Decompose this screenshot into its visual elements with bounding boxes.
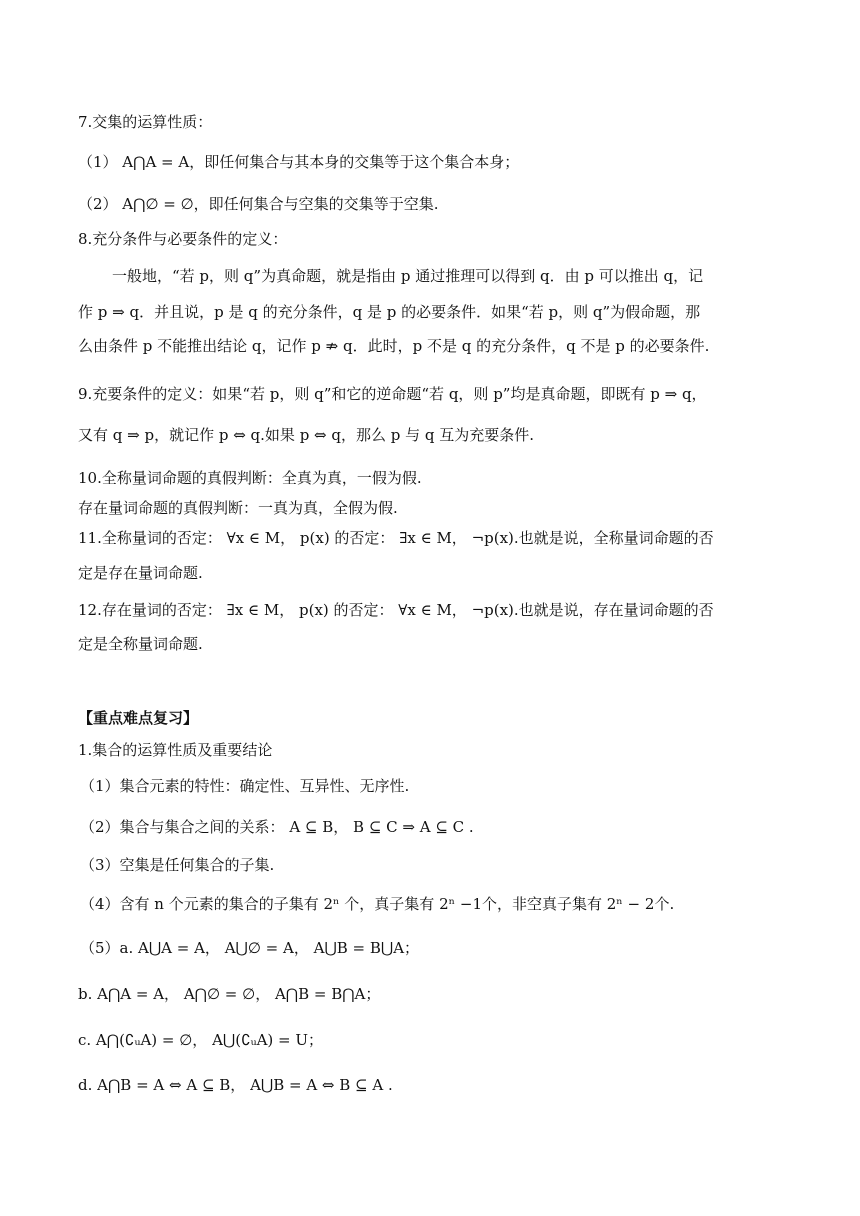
item-7-2: （2） A⋂∅ = ∅，即任何集合与空集的交集等于空集. xyxy=(78,195,439,213)
item-10-line-2: 存在量词命题的真假判断：一真为真，全假为假. xyxy=(78,499,398,517)
item-11-line-2: 定是存在量词命题. xyxy=(78,564,203,582)
review-item-1-3: （3）空集是任何集合的子集. xyxy=(80,856,275,874)
item-12-line-1: 12.存在量词的否定： ∃x ∈ M， p(x) 的否定： ∀x ∈ M， ¬p(x).也就是说，存在量词命题的否 xyxy=(78,601,714,619)
item-11-line-1: 11.全称量词的否定： ∀x ∈ M， p(x) 的否定： ∃x ∈ M， ¬p(x).也就是说，全称量词命题的否 xyxy=(78,529,714,547)
item-10-line-1: 10.全称量词命题的真假判断：全真为真，一假为假. xyxy=(78,469,422,487)
item-12-line-2: 定是全称量词命题. xyxy=(78,635,203,653)
item-8-line-1: 一般地，“若 p，则 q”为真命题，就是指由 p 通过推理可以得到 q．由 p 可以推出 q，记 xyxy=(112,267,704,285)
review-item-1-d: d. A⋂B = A ⇔ A ⊆ B， A⋃B = A ⇔ B ⊆ A . xyxy=(78,1076,393,1094)
item-8-title: 8.充分条件与必要条件的定义： xyxy=(78,230,288,248)
review-item-1-title: 1.集合的运算性质及重要结论 xyxy=(78,741,273,759)
review-heading: 【重点难点复习】 xyxy=(78,709,199,727)
item-9-line-1: 9.充要条件的定义：如果“若 p，则 q”和它的逆命题“若 q，则 p”均是真命题，即既有 p ⇒ q， xyxy=(78,385,707,403)
review-item-1-2: （2）集合与集合之间的关系： A ⊆ B， B ⊆ C ⇒ A ⊆ C . xyxy=(80,818,474,836)
review-item-1-1: （1）集合元素的特性：确定性、互异性、无序性. xyxy=(80,777,410,795)
item-9-line-2: 又有 q ⇒ p，就记作 p ⇔ q.如果 p ⇔ q，那么 p 与 q 互为充要条件. xyxy=(78,426,535,444)
review-item-1-4: （4）含有 n 个元素的集合的子集有 2ⁿ 个，真子集有 2ⁿ −1个，非空真子集有 2ⁿ − 2个. xyxy=(80,895,675,913)
item-8-line-2: 作 p ⇒ q．并且说，p 是 q 的充分条件，q 是 p 的必要条件．如果“若 p，则 q”为假命题，那 xyxy=(78,303,701,321)
item-7-1: （1） A⋂A = A，即任何集合与其本身的交集等于这个集合本身； xyxy=(78,153,520,171)
item-8-line-3: 么由条件 p 不能推出结论 q，记作 p ⇏ q．此时，p 不是 q 的充分条件，q 不是 p 的必要条件. xyxy=(78,337,710,355)
review-item-1-b: b. A⋂A = A， A⋂∅ = ∅， A⋂B = B⋂A； xyxy=(78,985,381,1003)
review-item-1-c: c. A⋂(∁ᵤA) = ∅， A⋃(∁ᵤA) = U； xyxy=(78,1031,324,1049)
item-7-title: 7.交集的运算性质： xyxy=(78,113,213,131)
review-item-1-5: （5）a. A⋃A = A， A⋃∅ = A， A⋃B = B⋃A； xyxy=(80,939,420,957)
